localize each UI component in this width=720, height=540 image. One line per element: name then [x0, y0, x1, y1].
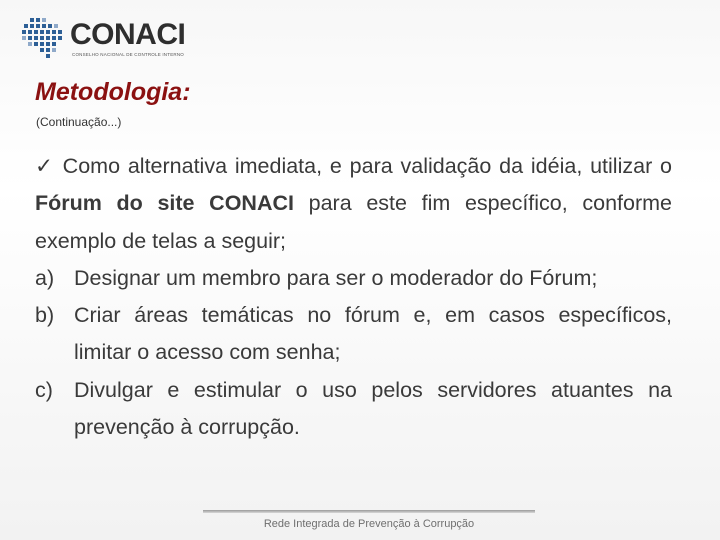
list-item-text: Designar um membro para ser o moderador do Fórum;	[74, 265, 598, 290]
list-marker: a)	[35, 265, 55, 290]
intro-paragraph	[35, 148, 672, 260]
list-marker: b)	[35, 303, 55, 328]
list-item	[35, 297, 672, 372]
action-list	[35, 260, 672, 446]
footer-divider	[203, 510, 535, 513]
list-marker: c)	[35, 377, 53, 402]
intro-emphasis: Fórum do site CONACI	[35, 191, 294, 216]
slide-subtitle: (Continuação...)	[36, 115, 122, 129]
list-item	[35, 260, 672, 297]
logo-subtitle: CONSELHO NACIONAL DE CONTROLE INTERNO	[72, 52, 184, 57]
checkmark-icon: ✓	[35, 154, 55, 178]
pixel-map-icon	[20, 16, 68, 60]
list-item-text: Divulgar e estimular o uso pelos servidores atuantes na prevenção à corrupção.	[74, 377, 672, 440]
list-item	[35, 372, 672, 447]
intro-text-after: para este fim específico, conforme exemplo de telas a seguir;	[35, 191, 673, 253]
intro-text-before: Como alternativa imediata, e para validação da idéia, utilizar o	[54, 154, 672, 178]
footer-text: Rede Integrada de Prevenção à Corrupção	[263, 518, 475, 530]
list-item-text: Criar áreas temáticas no fórum e, em casos específicos, limitar o acesso com senha;	[74, 303, 672, 365]
slide-title: Metodologia:	[35, 78, 191, 106]
conaci-logo	[20, 16, 186, 60]
slide-body	[35, 148, 672, 446]
logo-name: CONACI	[70, 18, 186, 51]
